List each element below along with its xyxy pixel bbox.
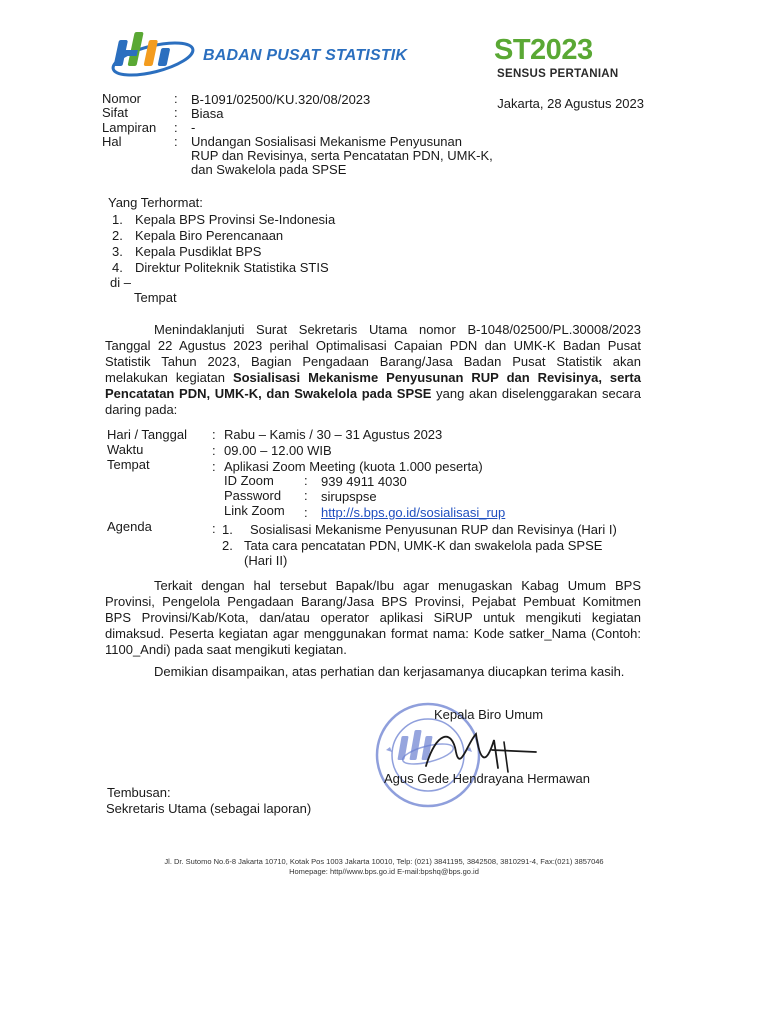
paragraph-intro-text-end: yang akan diselenggarakan secara daring pada: <box>105 386 641 417</box>
footer-address: Jl. Dr. Sutomo No.6-8 Jakarta 10710, Kotak Pos 1003 Jakarta 10010, Telp: (021) 3841195, 3842508, 3810291-4, Fax:(021) 3857046 <box>164 857 604 866</box>
tempat-label: Tempat <box>134 290 177 305</box>
id-zoom-label: ID Zoom <box>224 473 274 488</box>
recipient-item: Direktur Politeknik Statistika STIS <box>135 260 329 275</box>
tempat-event-value: Aplikasi Zoom Meeting (kuota 1.000 peserta) <box>224 459 483 474</box>
hal-label: Hal <box>102 134 122 149</box>
paragraph-intro-bold: Sosialisasi Mekanisme Penyusunan RUP dan Revisinya, serta Pencatatan PDN, UMK-K, dan Swakelola pada SPSE <box>105 370 641 401</box>
cc-label: Tembusan: <box>107 785 171 800</box>
paragraph-instruction: Terkait dengan hal tersebut Bapak/Ibu agar menugaskan Kabag Umum BPS Provinsi, Pengelola Pengadaan Barang/Jasa BPS Provinsi, Pejabat Pembuat Komitmen BPS Provinsi/Kab/Kota, dan/atau operator aplikasi SiRUP untuk mengikuti kegiatan dimaksud. Peserta kegiatan agar menggunakan format nama: Kode satker_Nama (Contoh: 1100_Andi) pada saat mengikuti kegiatan. <box>105 578 641 657</box>
agenda-item-cont: (Hari II) <box>244 553 288 568</box>
sensus-logo: ST2023 <box>494 34 593 66</box>
zoom-link[interactable]: http://s.bps.go.id/sosialisasi_rup <box>321 505 506 520</box>
nomor-label: Nomor <box>102 91 142 106</box>
agenda-num: 2. <box>222 538 233 553</box>
agency-name: BADAN PUSAT STATISTIK <box>203 47 408 64</box>
agenda-item: Sosialisasi Mekanisme Penyusunan RUP dan Revisinya (Hari I) <box>250 522 617 537</box>
signatory-title: Kepala Biro Umum <box>434 707 544 722</box>
agenda-label: Agenda <box>107 519 152 534</box>
hari-value: Rabu – Kamis / 30 – 31 Agustus 2023 <box>224 427 443 442</box>
sifat-label: Sifat <box>102 105 129 120</box>
cc-value: Sekretaris Utama (sebagai laporan) <box>106 801 312 816</box>
hal-line-1: Undangan Sosialisasi Mekanisme Penyusunan <box>191 134 462 149</box>
password-label: Password <box>224 488 282 503</box>
recipient-item: Kepala BPS Provinsi Se-Indonesia <box>135 212 336 227</box>
recipient-num: 3. <box>112 244 123 259</box>
agenda-num: 1. <box>222 522 233 537</box>
paragraph-closing: Demikian disampaikan, atas perhatian dan kerjasamanya diucapkan terima kasih. <box>154 664 625 679</box>
recipient-num: 2. <box>112 228 123 243</box>
id-zoom-value: 939 4911 4030 <box>321 474 407 489</box>
tempat-event-label: Tempat <box>107 457 150 472</box>
recipient-item: Kepala Biro Perencanaan <box>135 228 284 243</box>
recipient-num: 4. <box>112 260 123 275</box>
agenda-item: Tata cara pencatatan PDN, UMK-K dan swakelola pada SPSE <box>244 538 603 553</box>
recipient-item: Kepala Pusdiklat BPS <box>135 244 262 259</box>
colon: : <box>304 505 308 520</box>
lampiran-label: Lampiran <box>102 120 157 135</box>
di-label: di – <box>110 275 131 290</box>
paragraph-intro <box>105 322 641 418</box>
colon: : <box>174 91 178 106</box>
recipient-num: 1. <box>112 212 123 227</box>
bps-logo-icon <box>108 26 198 82</box>
password-value: sirupspse <box>321 489 377 504</box>
waktu-value: 09.00 – 12.00 WIB <box>224 443 332 458</box>
colon: : <box>304 488 308 503</box>
hari-label: Hari / Tanggal <box>107 427 187 442</box>
hal-line-3: dan Swakelola pada SPSE <box>191 162 347 177</box>
paragraph-intro-text: Menindaklanjuti Surat Sekretaris Utama nomor B-1048/02500/PL.30008/2023 Tanggal 22 Agustus 2023 perihal Optimalisasi Capaian PDN dan UMK-K Badan Pusat Statistik Tahun 2023, Bagian Pengadaan Barang/Jasa Badan Pusat Statistik akan melakukan kegiatan <box>105 322 641 385</box>
sensus-subtitle: SENSUS PERTANIAN <box>497 68 619 80</box>
link-zoom-label: Link Zoom <box>224 503 285 518</box>
waktu-label: Waktu <box>107 442 144 457</box>
colon: : <box>174 105 178 120</box>
lampiran-value: - <box>191 120 196 135</box>
colon: : <box>212 459 216 474</box>
signatory-name: Agus Gede Hendrayana Hermawan <box>384 771 590 786</box>
colon: : <box>212 427 216 442</box>
colon: : <box>212 443 216 458</box>
colon: : <box>174 134 178 149</box>
nomor-value: B-1091/02500/KU.320/08/2023 <box>191 92 371 107</box>
colon: : <box>304 473 308 488</box>
sifat-value: Biasa <box>191 106 224 121</box>
footer-homepage: Homepage: http//www.bps.go.id E-mail:bpshq@bps.go.id <box>289 867 479 876</box>
colon: : <box>174 120 178 135</box>
letter-date: Jakarta, 28 Agustus 2023 <box>497 96 644 111</box>
hal-line-2: RUP dan Revisinya, serta Pencatatan PDN, UMK-K, <box>191 148 493 163</box>
greeting: Yang Terhormat: <box>108 195 203 210</box>
colon: : <box>212 521 216 536</box>
